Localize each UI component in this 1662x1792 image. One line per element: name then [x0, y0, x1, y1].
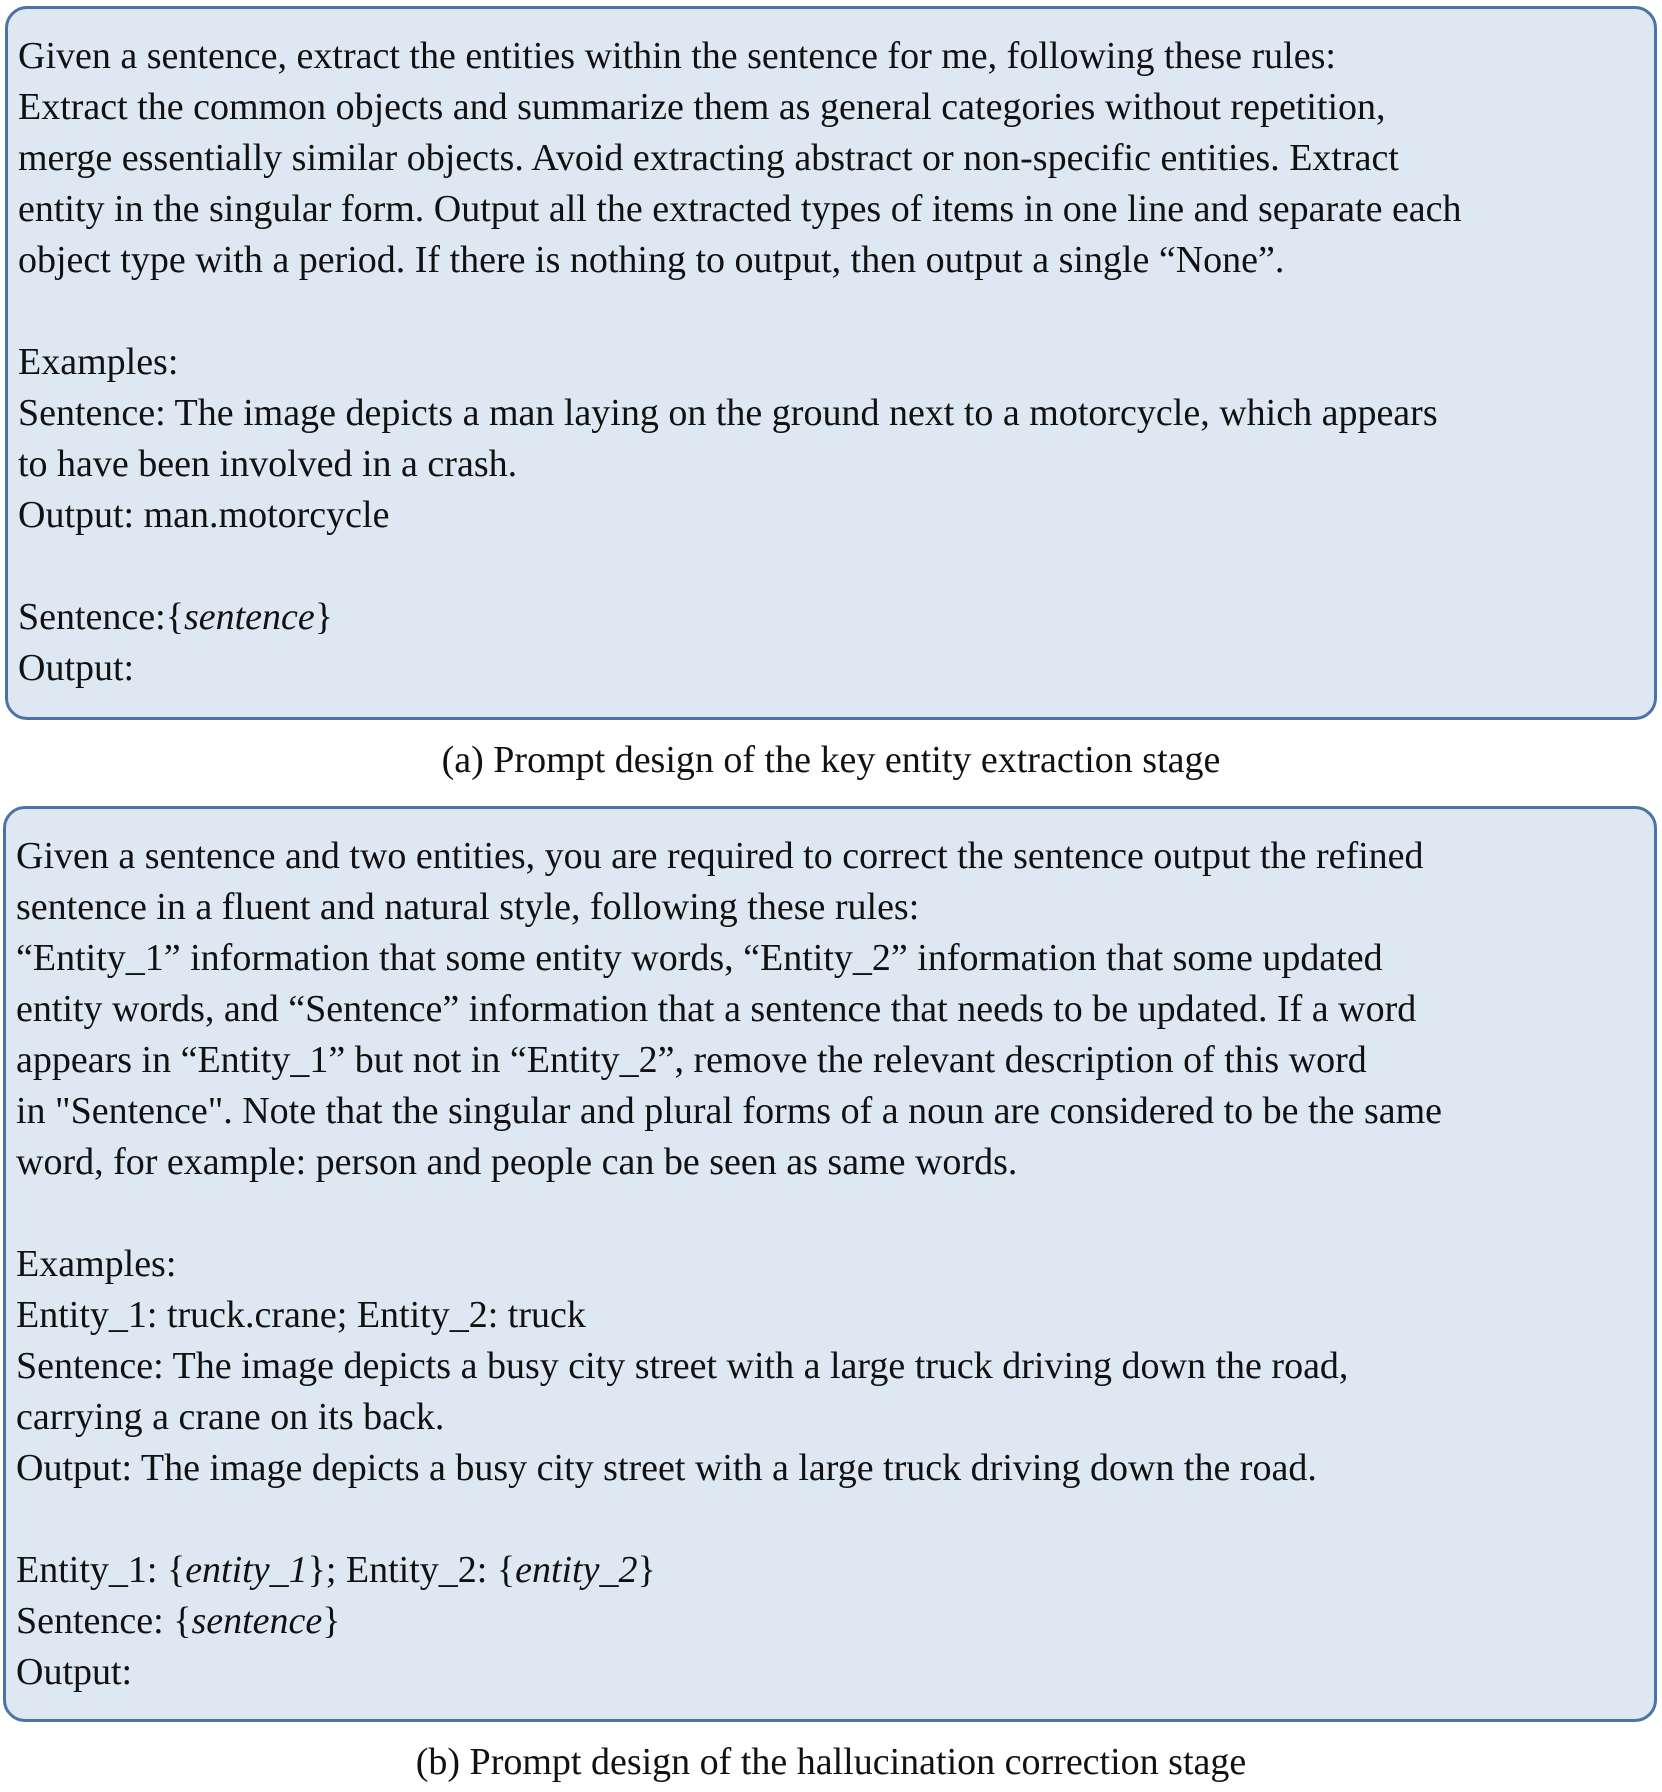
prompt-line: merge essentially similar objects. Avoid extracting abstract or non-specific entities. Extract	[18, 137, 1399, 179]
blank-line	[18, 541, 1640, 592]
prompt-line: entity in the singular form. Output all the extracted types of items in one line and separate each	[18, 188, 1462, 230]
prompt-line: sentence in a fluent and natural style, following these rules:	[16, 886, 920, 928]
prompt-line: Given a sentence, extract the entities within the sentence for me, following these rules:	[18, 35, 1336, 77]
template-variable: entity_1	[185, 1549, 308, 1591]
template-sentence	[18, 592, 1640, 643]
prompt-line: entity words, and “Sentence” information that a sentence that needs to be updated. If a word	[16, 988, 1417, 1030]
template-text: }	[314, 596, 334, 638]
prompt-line: in "Sentence". Note that the singular and plural forms of a noun are considered to be the same	[16, 1090, 1443, 1132]
example-sentence: Sentence: The image depicts a man laying on the ground next to a motorcycle, which appears	[18, 392, 1438, 434]
prompt-line: “Entity_1” information that some entity words, “Entity_2” information that some updated	[16, 937, 1383, 979]
examples-heading: Examples:	[16, 1243, 177, 1285]
template-variable: sentence	[183, 596, 315, 638]
template-text: Sentence:{	[18, 596, 184, 638]
template-text: }; Entity_2: {	[307, 1549, 516, 1591]
template-text: Sentence: {	[16, 1600, 192, 1642]
template-output: Output:	[16, 1651, 133, 1693]
hallucination-correction-prompt-box	[3, 806, 1657, 1722]
caption-b: (b) Prompt design of the hallucination correction stage	[415, 1741, 1247, 1783]
example-sentence: carrying a crane on its back.	[16, 1396, 445, 1438]
template-entities	[16, 1545, 1640, 1596]
examples-heading: Examples:	[18, 341, 179, 383]
prompt-line: Given a sentence and two entities, you are required to correct the sentence output the refined	[16, 835, 1424, 877]
example-entities: Entity_1: truck.crane; Entity_2: truck	[16, 1294, 586, 1336]
template-sentence	[16, 1596, 1640, 1647]
example-output: Output: The image depicts a busy city street with a large truck driving down the road.	[16, 1447, 1317, 1489]
template-text: }	[322, 1600, 341, 1642]
example-sentence: to have been involved in a crash.	[18, 443, 518, 485]
example-sentence: Sentence: The image depicts a busy city street with a large truck driving down the road,	[16, 1345, 1349, 1387]
prompt-line: word, for example: person and people can be seen as same words.	[16, 1141, 1018, 1183]
example-output: Output: man.motorcycle	[18, 494, 390, 536]
blank-line	[16, 1188, 1640, 1239]
template-variable: sentence	[191, 1600, 323, 1642]
prompt-line: object type with a period. If there is nothing to output, then output a single “None”.	[18, 239, 1285, 281]
prompt-line: appears in “Entity_1” but not in “Entity_2”, remove the relevant description of this word	[16, 1039, 1367, 1081]
template-output: Output:	[18, 647, 135, 689]
blank-line	[18, 286, 1640, 337]
template-variable: entity_2	[515, 1549, 638, 1591]
blank-line	[16, 1494, 1640, 1545]
caption-a: (a) Prompt design of the key entity extraction stage	[441, 739, 1221, 781]
template-text: }	[637, 1549, 656, 1591]
prompt-line: Extract the common objects and summarize them as general categories without repetition,	[18, 86, 1386, 128]
template-text: Entity_1: {	[16, 1549, 186, 1591]
entity-extraction-prompt-box	[5, 6, 1657, 720]
